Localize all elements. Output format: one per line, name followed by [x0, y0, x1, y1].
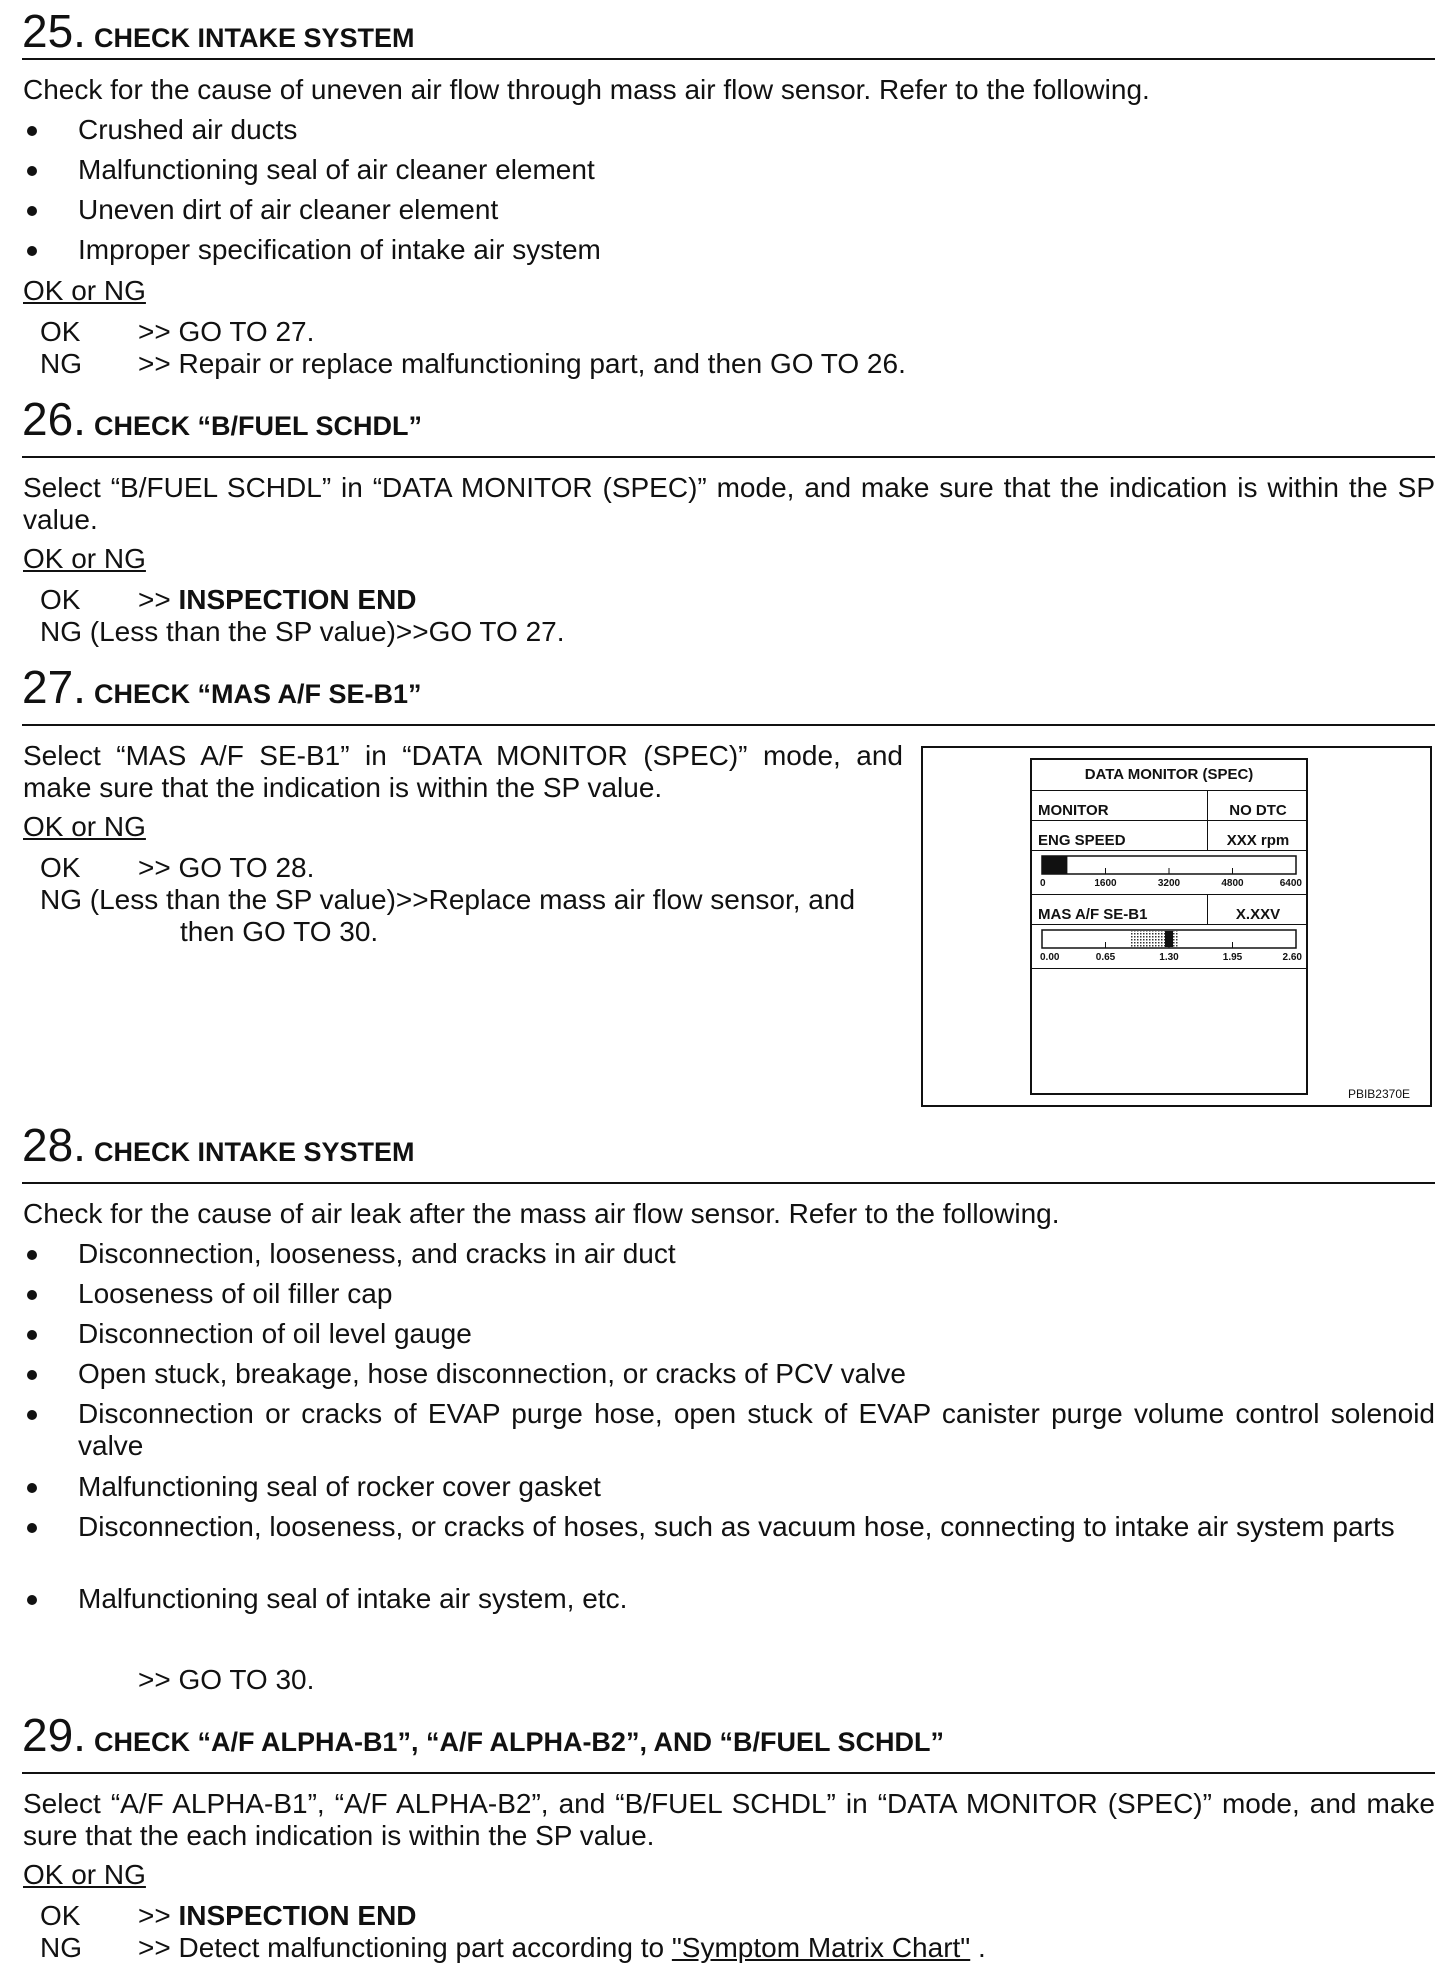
section-divider: [22, 724, 1435, 726]
maf-label: MAS A/F SE-B1: [1038, 906, 1148, 923]
ng-label: NG: [40, 1932, 82, 1963]
section-number: 29.: [22, 1709, 86, 1761]
bullet-icon: [27, 1370, 37, 1380]
gauge-tick-label: 0.65: [1095, 952, 1116, 963]
section-title: CHECK INTAKE SYSTEM: [93, 1137, 415, 1167]
bullet-icon: [27, 166, 37, 176]
bullet-icon: [27, 1410, 37, 1420]
bullet-icon: [27, 126, 37, 136]
result-label: OK or NG: [23, 1859, 146, 1890]
gauge-tick-label: 0.00: [1040, 952, 1060, 963]
ng-label: NG: [40, 348, 82, 379]
result-label: OK or NG: [23, 275, 146, 306]
gauge-tick-label: 1600: [1094, 878, 1117, 889]
ok-label: OK: [40, 852, 81, 883]
result-label: OK or NG: [23, 543, 146, 574]
section-divider: [22, 58, 1435, 60]
bullet-icon: [27, 1595, 37, 1605]
symptom-matrix-link[interactable]: "Symptom Matrix Chart": [671, 1932, 971, 1963]
data-monitor-screen: [1030, 758, 1308, 1095]
section-27-intro: Select “MAS A/F SE-B1” in “DATA MONITOR (SPEC)” mode, and make sure that the indication is within the SP value.: [23, 740, 903, 803]
goto-action: >> GO TO 30.: [138, 1664, 315, 1695]
bullet-icon: [27, 1250, 37, 1260]
divider: [1032, 968, 1306, 969]
section-29-intro: Select “A/F ALPHA-B1”, “A/F ALPHA-B2”, and “B/FUEL SCHDL” in “DATA MONITOR (SPEC)” mode, and make sure that the each indication is within the SP value.: [23, 1788, 1435, 1851]
ok-action: >> GO TO 27.: [138, 316, 315, 347]
gauge-tick-label: 2.60: [1282, 952, 1302, 963]
section-title: CHECK “MAS A/F SE-B1”: [93, 679, 422, 709]
divider: [1032, 820, 1306, 821]
section-number: 25.: [22, 5, 86, 57]
ng-action: >> Repair or replace malfunctioning part, and then GO TO 26.: [138, 348, 906, 379]
divider: [1207, 894, 1208, 924]
ok-action: >> INSPECTION END: [138, 584, 417, 615]
eng-speed-value: XXX rpm: [1226, 832, 1290, 849]
section-28-heading: [22, 1118, 414, 1172]
eng-speed-bar: [1042, 856, 1067, 874]
section-number: 28.: [22, 1119, 86, 1171]
bullet-icon: [27, 1290, 37, 1300]
bullet-icon: [27, 246, 37, 256]
section-number: 26.: [22, 393, 86, 445]
gauge-tick-label: 1.95: [1222, 952, 1243, 963]
maf-value: X.XXV: [1235, 906, 1281, 923]
ok-label: OK: [40, 584, 81, 615]
screen-title: DATA MONITOR (SPEC): [1084, 766, 1254, 783]
ng-action-cont: then GO TO 30.: [180, 916, 379, 947]
result-label: OK or NG: [23, 811, 146, 842]
ok-label: OK: [40, 1900, 81, 1931]
section-26-heading: [22, 392, 422, 446]
figure-code: PBIB2370E: [1347, 1087, 1410, 1101]
ok-action: >> INSPECTION END: [138, 1900, 417, 1931]
bullet-icon: [27, 1330, 37, 1340]
section-title: CHECK “B/FUEL SCHDL”: [93, 411, 422, 441]
divider: [1032, 894, 1306, 895]
ng-action: NG (Less than the SP value)>>GO TO 27.: [40, 616, 565, 647]
maf-gauge: [1032, 924, 1306, 968]
ng-action: NG (Less than the SP value)>>Replace mass air flow sensor, and: [40, 884, 856, 915]
monitor-value: NO DTC: [1229, 802, 1287, 819]
section-title: CHECK INTAKE SYSTEM: [93, 23, 415, 53]
divider: [1032, 790, 1306, 791]
gauge-tick-label: 4800: [1221, 878, 1244, 889]
document-page: 25. CHECK INTAKE SYSTEM Check for the cause of uneven air flow through mass air flow sensor. Refer to the following. Crushed air ducts Malfunctioning seal of air cleaner element Uneven dirt of air cleaner element Improper specification of intake air system OK or NG OK >> GO TO 27. NG >> Repair or replace malfunctioning part, and then GO TO 26. 26. CHECK “B/FUEL SCHDL” Select “B/FUEL SCHDL” in “DATA MONITOR (SPEC)” mode, and make sure that the indication is within the SP value. OK or NG OK >> INSPECTION END NG (Less than the SP value)>>GO TO 27. 27. CHECK “MAS A/F SE-B1” Select “MAS A/F SE-B1” in “DATA MONITOR (SPEC)” mode, and make sure that the indication is within the SP value. OK or NG OK >> GO TO 28. NG (Less than the SP value)>>Replace mass air flow sensor, and then GO TO 30. DATA MONITOR (SPEC) MONITOR NO DTC ENG SPEED XXX rpm 0 1600 3200 4800 6400 MAS A/F SE-B1 X.XXV 0.00 0.65 1.30 1.95 2.60 PBIB2370E 28. CHECK INTAKE SYSTEM Check for the cause of air leak after the mass air flow sensor. Refer to the following. Disconnection, looseness, and cracks in air duct Looseness of oil filler cap Disconnection of oil level gauge Open stuck, breakage, hose disconnection, or cracks of PCV valve Disconnection or cracks of EVAP purge hose, open stuck of EVAP canister purge volume control solenoid valve Malfunctioning seal of rocker cover gasket Disconnection, looseness, or cracks of hoses, such as vacuum hose, connecting to intake air system parts Malfunctioning seal of intake air system, etc. >> GO TO 30. 29. CHECK “A/F ALPHA-B1”, “A/F ALPHA-B2”, AND “B/FUEL SCHDL” Select “A/F ALPHA-B1”, “A/F ALPHA-B2”, and “B/FUEL SCHDL” in “DATA MONITOR (SPEC)” mode, and make sure that the each indication is within the SP value. OK or NG OK >> INSPECTION END NG >> Detect malfunctioning part according to "Symptom Matrix Chart" .: [22, 5, 1435, 1963]
ok-label: OK: [40, 316, 81, 347]
eng-speed-label: ENG SPEED: [1038, 832, 1126, 849]
gauge-tick-label: 0: [1040, 878, 1046, 889]
section-divider: [22, 1182, 1435, 1184]
monitor-label: MONITOR: [1038, 802, 1109, 819]
ng-action: >> Detect malfunctioning part according to "Symptom Matrix Chart" .: [138, 1932, 986, 1963]
section-25-intro: Check for the cause of uneven air flow through mass air flow sensor. Refer to the following.: [23, 74, 1150, 105]
section-29-heading: [22, 1708, 944, 1762]
bullet-icon: [27, 1523, 37, 1533]
bullet-icon: [27, 1483, 37, 1493]
section-25-heading: [22, 4, 414, 58]
data-monitor-figure: [921, 746, 1432, 1107]
section-title: CHECK “A/F ALPHA-B1”, “A/F ALPHA-B2”, AND “B/FUEL SCHDL”: [93, 1727, 944, 1757]
gauge-tick-label: 1.30: [1159, 952, 1179, 963]
gauge-tick-label: 3200: [1157, 878, 1181, 889]
bullet-icon: [27, 206, 37, 216]
section-26-intro: Select “B/FUEL SCHDL” in “DATA MONITOR (SPEC)” mode, and make sure that the indication is within the SP value.: [23, 472, 1435, 535]
section-divider: [22, 456, 1435, 458]
gauge-tick-label: 6400: [1279, 878, 1302, 889]
section-27-heading: [22, 660, 421, 714]
eng-speed-gauge: [1032, 850, 1306, 894]
section-28-intro: Check for the cause of air leak after the mass air flow sensor. Refer to the following.: [23, 1198, 1060, 1229]
section-divider: [22, 1772, 1435, 1774]
ok-action: >> GO TO 28.: [138, 852, 315, 883]
section-number: 27.: [22, 661, 86, 713]
